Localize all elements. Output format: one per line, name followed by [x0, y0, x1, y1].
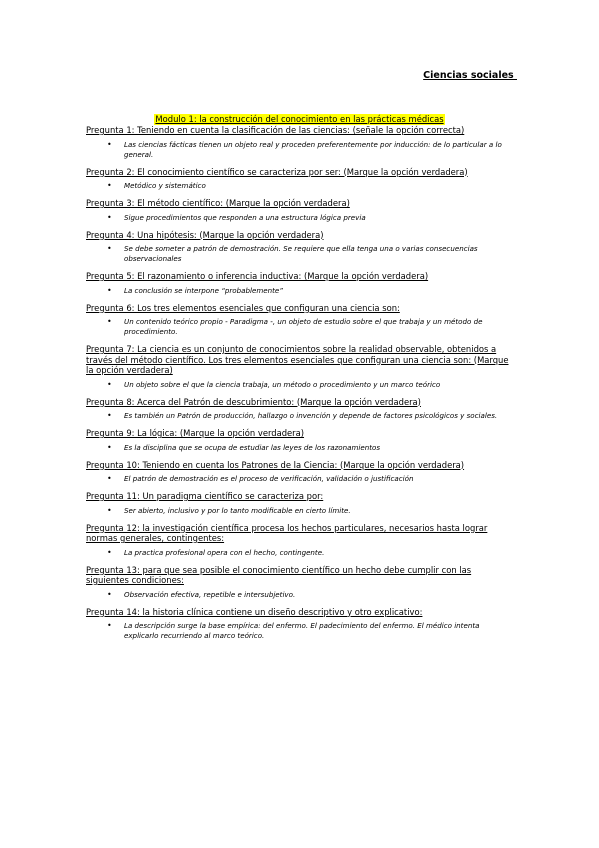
question-text: Pregunta 11: Un paradigma científico se caracteriza por:: [86, 491, 324, 501]
question-item: [86, 428, 514, 453]
question-item: [86, 167, 514, 192]
question-item: [86, 125, 514, 160]
question-item: [86, 460, 514, 485]
question-item: [86, 565, 514, 600]
question-text: Pregunta 7: La ciencia es un conjunto de conocimientos sobre la realidad observable, obtenidos a través del método científico. Los tres elementos esenciales que configuran una ciencia son: (Marque la opción verdadera): [86, 344, 509, 375]
answer-item: [86, 443, 514, 453]
answer-text: La descripción surge la base empírica: del enfermo. El padecimiento del enfermo. El médico intenta explicarlo recurriendo al marco teórico.: [124, 621, 480, 640]
question-text: Pregunta 6: Los tres elementos esenciales que configuran una ciencia son:: [86, 302, 400, 313]
question-text: Pregunta 14: la historia clínica contiene un diseño descriptivo y otro explicativo:: [86, 606, 423, 617]
bullet-icon: •: [107, 244, 112, 253]
answer-text: Ser abierto, inclusivo y por lo tanto modificable en cierto límite.: [124, 505, 351, 515]
bullet-icon: •: [107, 139, 112, 149]
question-text: Pregunta 10: Teniendo en cuenta los Patrones de la Ciencia: (Marque la opción verdadera): [86, 459, 465, 470]
bullet-icon: •: [107, 589, 112, 599]
question-text: Pregunta 2: El conocimiento científico se caracteriza por ser: (Marque la opción verdadera): [86, 166, 468, 177]
answer-item: [86, 590, 514, 600]
question-item: [86, 523, 514, 558]
question-item: [86, 397, 514, 422]
question-item: [86, 607, 514, 642]
answer-text: El patrón de demostración es el proceso de verificación, validación o justificación: [124, 474, 414, 483]
question-text: Pregunta 9: La lógica: (Marque la opción verdadera): [86, 428, 305, 438]
answer-text: La practica profesional opera con el hecho, contingente.: [124, 547, 325, 557]
question-text: Pregunta 1: Teniendo en cuenta la clasificación de las ciencias: (señale la opción correcta): [86, 125, 465, 135]
answer-item: [86, 411, 514, 421]
answer-text: Sigue procedimientos que responden a una estructura lógica previa: [124, 212, 366, 222]
page-title: Ciencias sociales: [423, 70, 517, 81]
answer-item: [86, 380, 514, 390]
bullet-icon: •: [107, 547, 112, 557]
answer-item: [86, 286, 514, 296]
question-item: [86, 344, 514, 390]
module-heading-container: [0, 107, 599, 126]
answer-item: [86, 548, 514, 558]
question-text: Pregunta 4: Una hipótesis: (Marque la opción verdadera): [86, 229, 324, 240]
answer-text: Es la disciplina que se ocupa de estudiar las leyes de los razonamientos: [124, 442, 381, 452]
bullet-icon: •: [107, 285, 112, 295]
question-item: [86, 230, 514, 265]
answer-text: Es también un Patrón de producción, hallazgo o invención y depende de factores psicológicos y sociales.: [124, 411, 498, 420]
question-item: [86, 491, 514, 516]
answer-item: [86, 213, 514, 223]
answer-text: Las ciencias fácticas tienen un objeto real y proceden preferentemente por inducción: de lo particular a lo general.: [124, 139, 502, 159]
question-text: Pregunta 3: El método científico: (Marque la opción verdadera): [86, 198, 350, 208]
bullet-icon: •: [107, 505, 112, 515]
bullet-icon: •: [107, 212, 112, 222]
question-text: Pregunta 5: El razonamiento o inferencia inductiva: (Marque la opción verdadera): [86, 271, 429, 281]
bullet-icon: •: [107, 621, 112, 630]
answer-text: Se debe someter a patrón de demostración. Se requiere que ella tenga una o varias consecuencias observacionales: [124, 244, 478, 263]
question-text: Pregunta 8: Acerca del Patrón de descubrimiento: (Marque la opción verdadera): [86, 396, 421, 407]
answer-item: [86, 181, 514, 191]
question-text: Pregunta 13: para que sea posible el conocimiento científico un hecho debe cumplir con las siguientes condiciones:: [86, 564, 472, 585]
module-heading: Modulo 1: la construcción del conocimiento en las prácticas médicas: [155, 114, 444, 124]
answer-item: [86, 621, 514, 641]
bullet-icon: •: [107, 379, 112, 389]
bullet-icon: •: [107, 181, 112, 190]
question-text: Pregunta 12: la investigación científica procesa los hechos particulares, necesarios hasta lograr normas generales, contingentes:: [86, 522, 488, 543]
bullet-icon: •: [107, 474, 112, 483]
bullet-icon: •: [107, 442, 112, 452]
bullet-icon: •: [107, 317, 112, 326]
answer-item: [86, 244, 514, 264]
answer-item: [86, 317, 514, 337]
question-item: [86, 198, 514, 223]
answer-text: Un contenido teórico propio - Paradigma -, un objeto de estudio sobre el que trabaja y un método de procedimiento.: [124, 317, 483, 336]
answer-text: Metódico y sistemático: [124, 181, 206, 190]
answer-item: [86, 506, 514, 516]
answer-item: [86, 140, 514, 160]
answer-text: La conclusión se interpone “probablemente”: [124, 285, 283, 295]
answer-text: Observación efectiva, repetible e intersubjetivo.: [124, 589, 296, 599]
question-item: [86, 271, 514, 296]
answer-text: Un objeto sobre el que la ciencia trabaja, un método o procedimiento y un marco teórico: [124, 379, 441, 389]
bullet-icon: •: [107, 411, 112, 420]
answer-item: [86, 474, 514, 484]
question-item: [86, 303, 514, 338]
question-list: [86, 125, 514, 648]
